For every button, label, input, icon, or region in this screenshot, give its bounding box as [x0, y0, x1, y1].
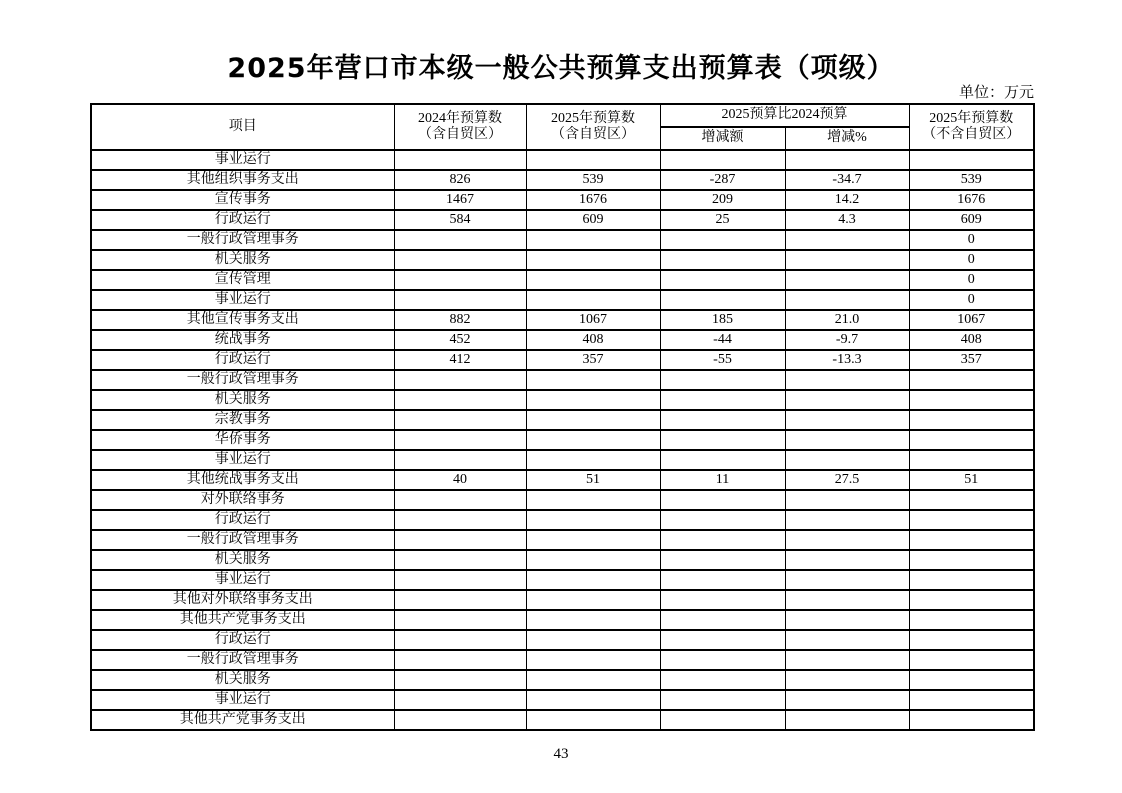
- cell-2024-incl: 412: [394, 350, 526, 370]
- cell-2024-incl: [394, 530, 526, 550]
- cell-2024-incl: [394, 450, 526, 470]
- cell-diff: 11: [660, 470, 785, 490]
- cell-2025-excl: [909, 430, 1034, 450]
- column-header-2025-incl: [526, 104, 660, 150]
- column-header-item: 项目: [91, 104, 394, 150]
- table-row: [91, 450, 1034, 470]
- cell-pct: [785, 250, 909, 270]
- cell-2025-excl: 539: [909, 170, 1034, 190]
- cell-diff: 209: [660, 190, 785, 210]
- cell-2025-excl: 408: [909, 330, 1034, 350]
- cell-2024-incl: [394, 390, 526, 410]
- cell-2024-incl: 40: [394, 470, 526, 490]
- cell-diff: [660, 410, 785, 430]
- cell-diff: [660, 230, 785, 250]
- cell-2025-excl: 0: [909, 250, 1034, 270]
- column-header-pct: 增减%: [785, 127, 909, 150]
- column-header-2024-incl: [394, 104, 526, 150]
- cell-2025-excl: 0: [909, 290, 1034, 310]
- cell-pct: [785, 690, 909, 710]
- cell-2025-incl: 357: [526, 350, 660, 370]
- cell-2025-incl: [526, 430, 660, 450]
- table-row: [91, 150, 1034, 170]
- cell-2024-incl: 584: [394, 210, 526, 230]
- table-header: [91, 104, 1034, 150]
- column-header-2025-incl-line1: 2025年预算数: [551, 110, 635, 126]
- cell-2024-incl: 452: [394, 330, 526, 350]
- row-item-label: 机关服务: [91, 250, 394, 270]
- column-header-2025-excl-line1: 2025年预算数: [929, 110, 1014, 126]
- cell-2025-incl: [526, 450, 660, 470]
- row-item-label: 一般行政管理事务: [91, 370, 394, 390]
- cell-diff: [660, 590, 785, 610]
- table-row: [91, 490, 1034, 510]
- table-row: [91, 570, 1034, 590]
- cell-pct: [785, 650, 909, 670]
- cell-2025-incl: [526, 490, 660, 510]
- cell-diff: [660, 570, 785, 590]
- cell-diff: [660, 630, 785, 650]
- cell-2025-excl: [909, 450, 1034, 470]
- cell-pct: 14.2: [785, 190, 909, 210]
- cell-2025-incl: 51: [526, 470, 660, 490]
- cell-diff: [660, 390, 785, 410]
- cell-2025-incl: [526, 270, 660, 290]
- row-item-label: 事业运行: [91, 690, 394, 710]
- column-header-2025-excl: [909, 104, 1034, 150]
- cell-2024-incl: [394, 550, 526, 570]
- row-item-label: 其他宣传事务支出: [91, 310, 394, 330]
- cell-pct: [785, 230, 909, 250]
- cell-pct: [785, 630, 909, 650]
- cell-pct: [785, 390, 909, 410]
- cell-2025-incl: [526, 710, 660, 730]
- row-item-label: 事业运行: [91, 450, 394, 470]
- cell-2024-incl: [394, 590, 526, 610]
- cell-diff: [660, 670, 785, 690]
- cell-2025-excl: [909, 550, 1034, 570]
- cell-2025-incl: [526, 590, 660, 610]
- cell-diff: [660, 250, 785, 270]
- table-row: [91, 710, 1034, 730]
- row-item-label: 宗教事务: [91, 410, 394, 430]
- row-item-label: 宣传管理: [91, 270, 394, 290]
- cell-2024-incl: [394, 670, 526, 690]
- column-header-2025-incl-line2: （含自贸区）: [551, 127, 635, 142]
- row-item-label: 其他统战事务支出: [91, 470, 394, 490]
- budget-table: [90, 103, 1035, 731]
- cell-pct: 21.0: [785, 310, 909, 330]
- row-item-label: 其他组织事务支出: [91, 170, 394, 190]
- cell-pct: [785, 430, 909, 450]
- cell-2025-excl: [909, 590, 1034, 610]
- unit-label: 单位：万元: [958, 85, 1034, 101]
- cell-2025-excl: 609: [909, 210, 1034, 230]
- cell-2024-incl: [394, 370, 526, 390]
- row-item-label: 行政运行: [91, 510, 394, 530]
- cell-2025-excl: 51: [909, 470, 1034, 490]
- table-row: [91, 250, 1034, 270]
- cell-pct: [785, 590, 909, 610]
- cell-2024-incl: [394, 230, 526, 250]
- cell-diff: -55: [660, 350, 785, 370]
- cell-pct: [785, 290, 909, 310]
- cell-pct: -34.7: [785, 170, 909, 190]
- cell-pct: [785, 410, 909, 430]
- cell-diff: [660, 550, 785, 570]
- column-header-2025-excl-line2: （不含自贸区）: [922, 127, 1021, 142]
- cell-2025-excl: [909, 370, 1034, 390]
- row-item-label: 事业运行: [91, 150, 394, 170]
- cell-pct: [785, 710, 909, 730]
- row-item-label: 一般行政管理事务: [91, 650, 394, 670]
- cell-2024-incl: [394, 710, 526, 730]
- cell-2024-incl: [394, 650, 526, 670]
- row-item-label: 其他共产党事务支出: [91, 610, 394, 630]
- table-row: [91, 290, 1034, 310]
- cell-2024-incl: 882: [394, 310, 526, 330]
- row-item-label: 事业运行: [91, 570, 394, 590]
- table-row: [91, 330, 1034, 350]
- cell-2024-incl: [394, 430, 526, 450]
- column-header-diff: 增减额: [660, 127, 785, 150]
- cell-2025-incl: [526, 530, 660, 550]
- cell-pct: [785, 670, 909, 690]
- table-row: [91, 190, 1034, 210]
- table-row: [91, 230, 1034, 250]
- cell-diff: [660, 430, 785, 450]
- cell-2025-incl: [526, 610, 660, 630]
- cell-2024-incl: 826: [394, 170, 526, 190]
- table-row: [91, 470, 1034, 490]
- cell-pct: [785, 450, 909, 470]
- table-row: [91, 550, 1034, 570]
- cell-2024-incl: [394, 510, 526, 530]
- table-row: [91, 170, 1034, 190]
- cell-pct: [785, 270, 909, 290]
- row-item-label: 宣传事务: [91, 190, 394, 210]
- cell-2025-excl: 1676: [909, 190, 1034, 210]
- cell-2025-incl: [526, 290, 660, 310]
- cell-diff: [660, 450, 785, 470]
- cell-2025-excl: [909, 570, 1034, 590]
- cell-2024-incl: [394, 270, 526, 290]
- cell-2024-incl: [394, 490, 526, 510]
- cell-diff: [660, 370, 785, 390]
- row-item-label: 事业运行: [91, 290, 394, 310]
- cell-2024-incl: [394, 570, 526, 590]
- table-row: [91, 370, 1034, 390]
- cell-diff: 185: [660, 310, 785, 330]
- row-item-label: 机关服务: [91, 670, 394, 690]
- cell-2025-excl: [909, 530, 1034, 550]
- cell-diff: [660, 290, 785, 310]
- cell-pct: [785, 530, 909, 550]
- table-row: [91, 310, 1034, 330]
- row-item-label: 机关服务: [91, 390, 394, 410]
- cell-pct: [785, 570, 909, 590]
- row-item-label: 行政运行: [91, 350, 394, 370]
- cell-2025-excl: 357: [909, 350, 1034, 370]
- cell-2025-excl: [909, 630, 1034, 650]
- cell-2025-excl: [909, 390, 1034, 410]
- cell-2025-incl: [526, 550, 660, 570]
- cell-2024-incl: [394, 630, 526, 650]
- table-row: [91, 430, 1034, 450]
- cell-2025-excl: [909, 410, 1034, 430]
- table-row: [91, 670, 1034, 690]
- cell-diff: [660, 710, 785, 730]
- cell-2025-incl: 1676: [526, 190, 660, 210]
- table-row: [91, 590, 1034, 610]
- cell-diff: [660, 690, 785, 710]
- cell-2025-incl: [526, 570, 660, 590]
- table-body: [91, 150, 1034, 730]
- cell-2025-incl: [526, 690, 660, 710]
- row-item-label: 一般行政管理事务: [91, 230, 394, 250]
- cell-2024-incl: [394, 690, 526, 710]
- page-title: 2025年营口市本级一般公共预算支出预算表（项级）: [227, 53, 895, 84]
- row-item-label: 机关服务: [91, 550, 394, 570]
- table-row: [91, 630, 1034, 650]
- cell-diff: [660, 490, 785, 510]
- header-row-1: [91, 104, 1034, 127]
- table-row: [91, 210, 1034, 230]
- cell-2025-excl: [909, 690, 1034, 710]
- cell-2025-incl: 1067: [526, 310, 660, 330]
- cell-pct: 4.3: [785, 210, 909, 230]
- cell-2025-excl: [909, 650, 1034, 670]
- cell-2025-incl: [526, 670, 660, 690]
- cell-2025-incl: [526, 410, 660, 430]
- cell-2025-incl: 609: [526, 210, 660, 230]
- cell-2025-incl: [526, 230, 660, 250]
- cell-2024-incl: [394, 290, 526, 310]
- cell-pct: [785, 550, 909, 570]
- cell-diff: -287: [660, 170, 785, 190]
- cell-2025-incl: [526, 150, 660, 170]
- cell-pct: [785, 490, 909, 510]
- table-row: [91, 530, 1034, 550]
- cell-2025-incl: [526, 370, 660, 390]
- table-row: [91, 650, 1034, 670]
- cell-2025-incl: 408: [526, 330, 660, 350]
- row-item-label: 统战事务: [91, 330, 394, 350]
- cell-2025-incl: [526, 630, 660, 650]
- cell-pct: 27.5: [785, 470, 909, 490]
- cell-2025-excl: [909, 710, 1034, 730]
- column-header-2024-incl-line1: 2024年预算数: [418, 110, 502, 126]
- page-number: 43: [553, 746, 569, 762]
- cell-2024-incl: [394, 610, 526, 630]
- row-item-label: 其他对外联络事务支出: [91, 590, 394, 610]
- cell-2025-incl: [526, 390, 660, 410]
- cell-2024-incl: 1467: [394, 190, 526, 210]
- table-row: [91, 510, 1034, 530]
- table-row: [91, 270, 1034, 290]
- cell-diff: [660, 530, 785, 550]
- cell-2024-incl: [394, 250, 526, 270]
- row-item-label: 对外联络事务: [91, 490, 394, 510]
- cell-2025-incl: [526, 510, 660, 530]
- table-row: [91, 390, 1034, 410]
- table-row: [91, 610, 1034, 630]
- cell-pct: [785, 610, 909, 630]
- cell-pct: -9.7: [785, 330, 909, 350]
- cell-pct: [785, 150, 909, 170]
- cell-diff: 25: [660, 210, 785, 230]
- row-item-label: 华侨事务: [91, 430, 394, 450]
- table-row: [91, 410, 1034, 430]
- cell-diff: [660, 510, 785, 530]
- cell-2024-incl: [394, 150, 526, 170]
- cell-2025-excl: 0: [909, 230, 1034, 250]
- cell-2024-incl: [394, 410, 526, 430]
- cell-2025-incl: 539: [526, 170, 660, 190]
- cell-pct: -13.3: [785, 350, 909, 370]
- cell-diff: [660, 650, 785, 670]
- cell-2025-excl: 0: [909, 270, 1034, 290]
- column-header-2024-incl-line2: （含自贸区）: [418, 127, 502, 142]
- row-item-label: 一般行政管理事务: [91, 530, 394, 550]
- table-row: [91, 350, 1034, 370]
- row-item-label: 行政运行: [91, 630, 394, 650]
- cell-2025-incl: [526, 650, 660, 670]
- cell-diff: [660, 270, 785, 290]
- cell-2025-excl: [909, 490, 1034, 510]
- cell-diff: [660, 610, 785, 630]
- cell-2025-excl: [909, 670, 1034, 690]
- cell-2025-incl: [526, 250, 660, 270]
- cell-pct: [785, 510, 909, 530]
- cell-diff: [660, 150, 785, 170]
- cell-2025-excl: [909, 610, 1034, 630]
- cell-2025-excl: [909, 510, 1034, 530]
- row-item-label: 行政运行: [91, 210, 394, 230]
- column-header-compare-group: 2025预算比2024预算: [660, 104, 909, 127]
- cell-pct: [785, 370, 909, 390]
- table-row: [91, 690, 1034, 710]
- cell-diff: -44: [660, 330, 785, 350]
- row-item-label: 其他共产党事务支出: [91, 710, 394, 730]
- cell-2025-excl: 1067: [909, 310, 1034, 330]
- cell-2025-excl: [909, 150, 1034, 170]
